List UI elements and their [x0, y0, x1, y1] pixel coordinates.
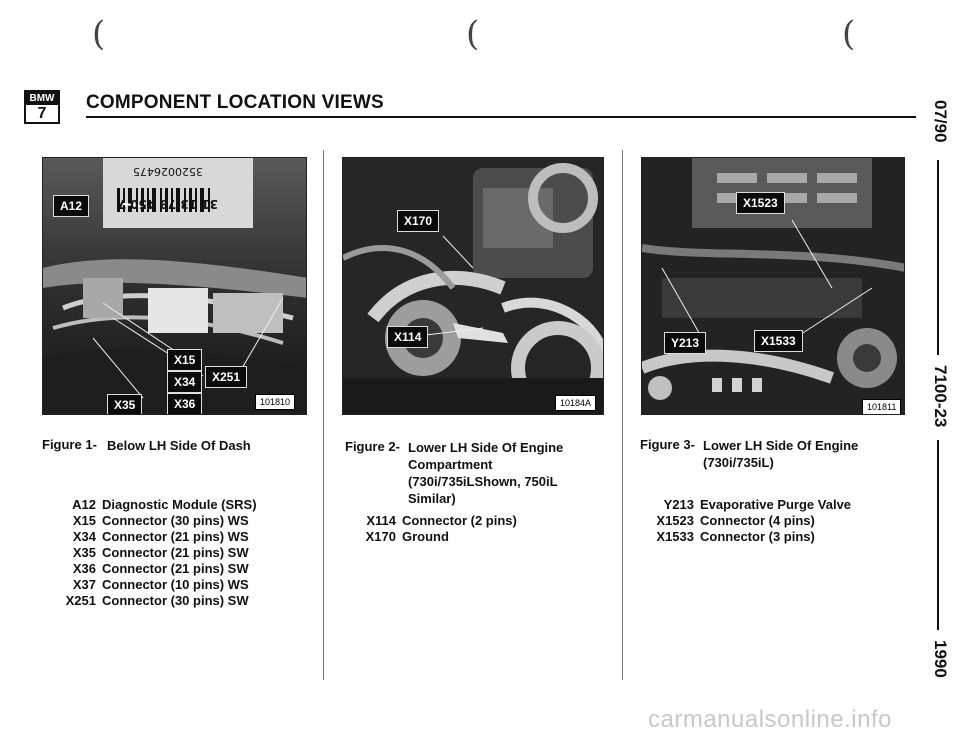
scan-mark: (: [842, 14, 856, 54]
bmw-7-logo: [24, 90, 60, 124]
logo-top-text: BMW: [26, 92, 58, 105]
side-page-number: 7100-23: [931, 365, 950, 428]
caption-line: Compartment: [408, 457, 493, 472]
figure-2-photo: [342, 157, 604, 415]
legend-desc: Connector (3 pins): [700, 529, 815, 544]
legend-code: X36: [72, 561, 96, 576]
photo-label-number: 3520026475: [133, 165, 203, 178]
side-rule: [937, 160, 939, 355]
figure-3-caption: [703, 437, 858, 471]
callout-x15: X15: [167, 349, 202, 371]
legend-desc: Connector (10 pins) WS: [102, 577, 249, 592]
figure-1-legend: [52, 497, 257, 609]
legend-desc: Ground: [402, 529, 449, 544]
legend-code: X37: [72, 577, 96, 592]
caption-line: (730i/735iLShown, 750iL: [408, 474, 558, 489]
legend-row: [52, 513, 257, 529]
legend-row: [646, 513, 851, 529]
page-title: COMPONENT LOCATION VIEWS: [86, 92, 384, 113]
side-date: 07/90: [931, 100, 950, 143]
column-divider: [622, 150, 623, 680]
side-rule: [937, 440, 939, 630]
figure-3-photo: [641, 157, 905, 415]
legend-row: [52, 529, 257, 545]
legend-code: X170: [365, 529, 396, 544]
caption-line: (730i/735iL): [703, 455, 774, 470]
figure-2-legend: [356, 513, 517, 545]
callout-a12: A12: [53, 195, 89, 217]
legend-code: X15: [72, 513, 96, 528]
legend-row: [356, 529, 517, 545]
legend-code: X251: [65, 593, 96, 608]
site-watermark: carmanualsonline.info: [648, 706, 892, 733]
figure-3-ref: 101811: [862, 399, 901, 415]
figure-2-label: Figure 2-: [345, 439, 400, 454]
callout-x114: X114: [387, 326, 428, 348]
figure-1-caption: [107, 437, 251, 454]
legend-code: X114: [366, 513, 396, 528]
header-rule: [86, 116, 916, 118]
figure-1-label: Figure 1-: [42, 437, 97, 452]
figure-1-photo: [42, 157, 307, 415]
callout-x1533: X1533: [754, 330, 803, 352]
legend-desc: Connector (21 pins) SW: [102, 545, 249, 560]
legend-row: [52, 497, 257, 513]
legend-row: [52, 545, 257, 561]
legend-row: [356, 513, 517, 529]
legend-desc: Connector (21 pins) WS: [102, 529, 249, 544]
legend-row: [646, 497, 851, 513]
legend-row: [52, 561, 257, 577]
callout-x1523: X1523: [736, 192, 785, 214]
figure-2-caption: [408, 439, 563, 507]
figure-3-legend: [646, 497, 851, 545]
legend-desc: Diagnostic Module (SRS): [102, 497, 257, 512]
photo-label-partno: 31 13 79 450 7: [117, 197, 218, 211]
logo-bottom-text: 7: [37, 105, 47, 122]
legend-desc: Evaporative Purge Valve: [700, 497, 852, 512]
legend-row: [52, 577, 257, 593]
legend-desc: Connector (4 pins): [700, 513, 815, 528]
legend-desc: Connector (2 pins): [402, 513, 517, 528]
callout-x251: X251: [205, 366, 247, 388]
side-year: 1990: [931, 640, 950, 678]
figure-3-label: Figure 3-: [640, 437, 695, 452]
legend-code: X1533: [656, 529, 694, 544]
callout-x34: X34: [167, 371, 202, 393]
legend-desc: Connector (30 pins) SW: [102, 593, 249, 608]
legend-desc: Connector (30 pins) WS: [102, 513, 249, 528]
callout-x170: X170: [397, 210, 439, 232]
caption-line: Lower LH Side Of Engine: [703, 438, 859, 453]
scan-mark: (: [466, 14, 480, 54]
figure-1-ref: 101810: [255, 394, 295, 410]
callout-x36: X36: [167, 393, 202, 415]
callout-y213: Y213: [664, 332, 706, 354]
legend-code: Y213: [663, 497, 694, 512]
caption-line: Similar): [408, 491, 456, 506]
legend-desc: Connector (21 pins) SW: [102, 561, 249, 576]
figure-2-ref: 10184A: [555, 395, 596, 411]
column-divider: [323, 150, 324, 680]
legend-row: [646, 529, 851, 545]
legend-code: A12: [72, 497, 96, 512]
caption-line: Below LH Side Of Dash: [107, 438, 251, 453]
scan-mark: (: [92, 14, 106, 54]
legend-code: X34: [72, 529, 96, 544]
caption-line: Lower LH Side Of Engine: [408, 440, 564, 455]
legend-code: X35: [72, 545, 96, 560]
legend-code: X1523: [656, 513, 694, 528]
callout-x35: X35: [107, 394, 142, 415]
legend-row: [52, 593, 257, 609]
